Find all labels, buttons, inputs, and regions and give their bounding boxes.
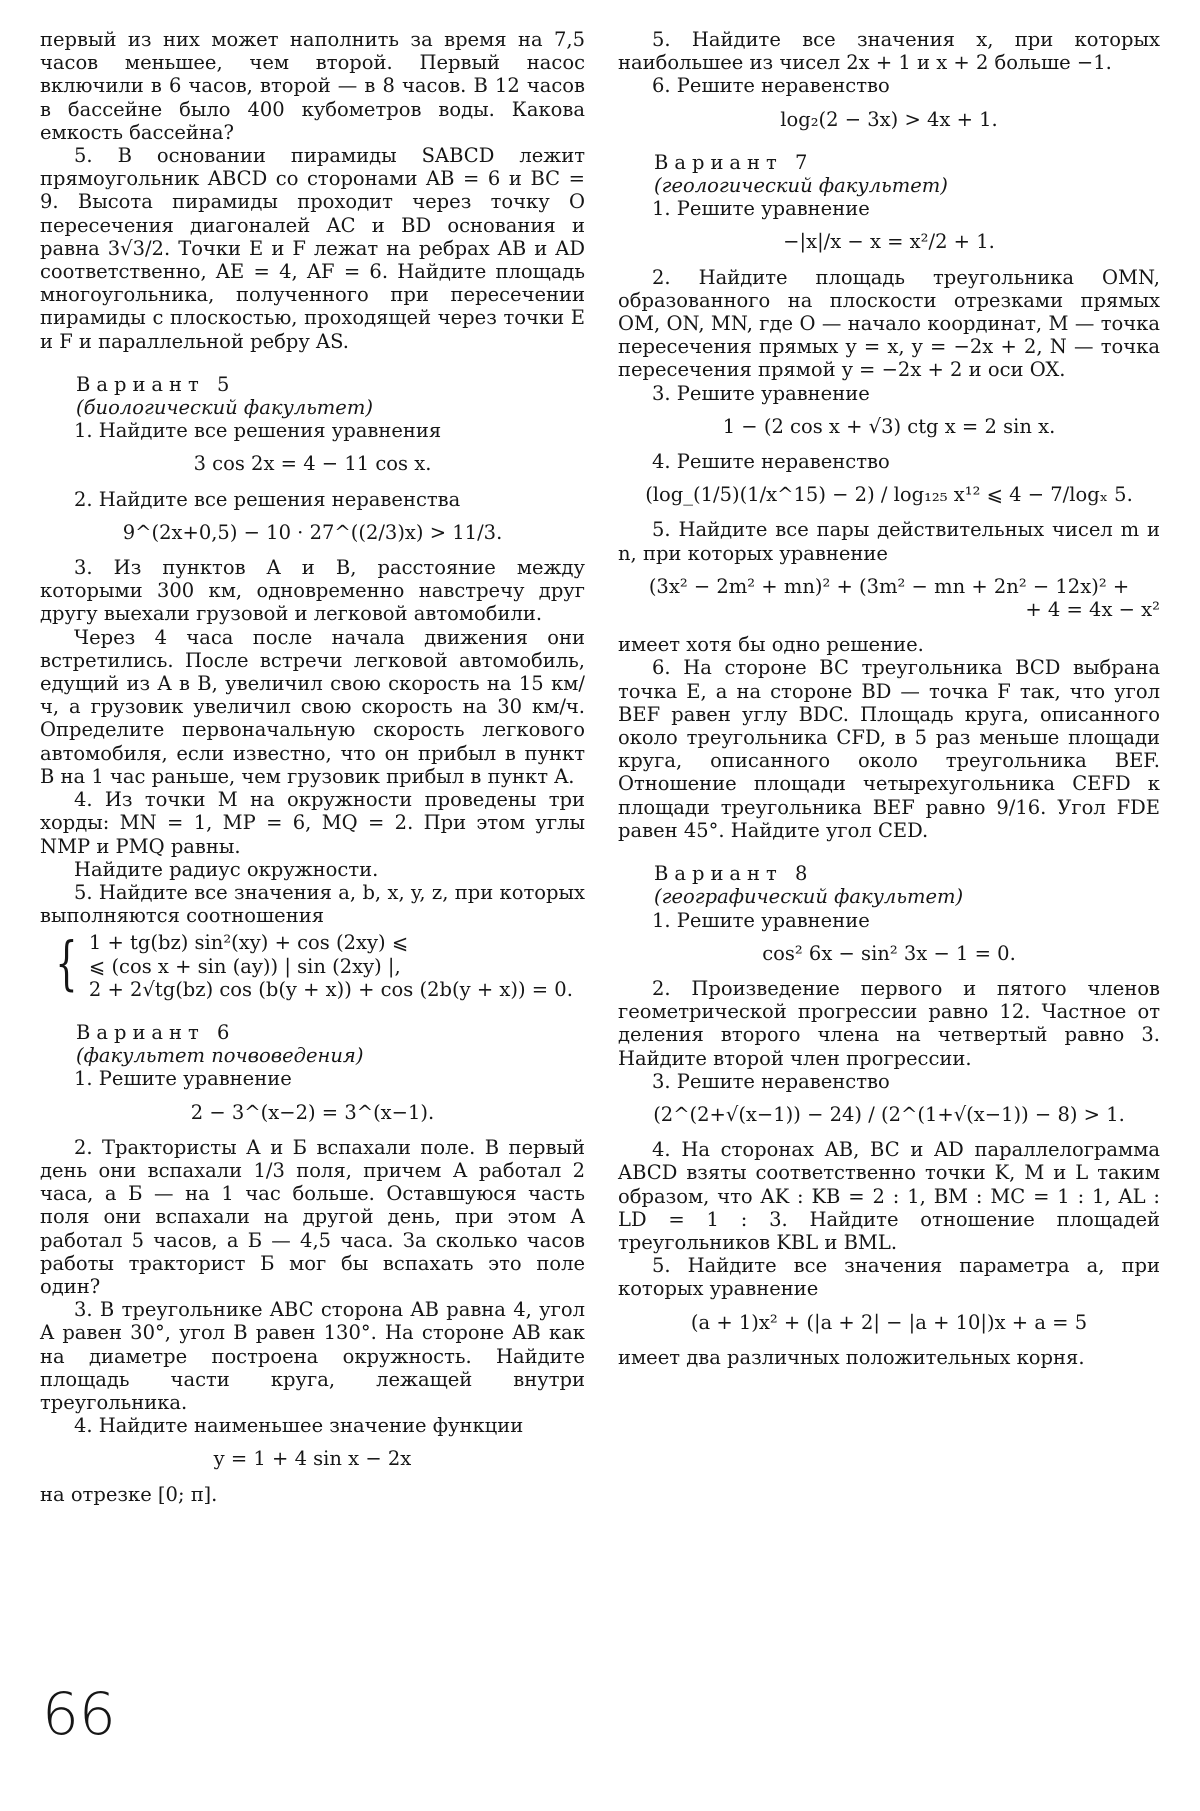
- v8-problem-3: 3. Решите неравенство: [652, 1069, 890, 1093]
- v5-problem-3-cont: Через 4 часа после начала движения они встретились. После встречи легковой автомобиль, едущий из A в B, увеличил свою скорость на 15 км/ч, а грузовик увеличил свою скорость на 30 км/ч. Определите первоначальную скорость легкового автомобиля, если известно, что он прибыл в пункт B на 1 час раньше, чем грузовик прибыл в пункт A.: [40, 625, 585, 788]
- system-lines: [89, 931, 585, 1001]
- v5-problem-3: 3. Из пунктов A и B, расстояние между которыми 300 км, одновременно навстречу друг другу выехали грузовой и легковой автомобили.: [40, 556, 585, 626]
- v6-problem-3: 3. В треугольнике ABC сторона AB равна 4, угол A равен 30°, угол B равен 130°. На стороне AB как на диаметре построена окружность. Найдите площадь части круга, лежащей внутри треугольника.: [40, 1298, 585, 1414]
- v5-problem-1: 1. Найдите все решения уравнения: [74, 419, 442, 443]
- brace: {: [55, 929, 78, 998]
- variant-8-faculty: (географический факультет): [654, 885, 964, 909]
- left-column: [40, 28, 585, 1506]
- v7-formula-5a: (3x² − 2m² + mn)² + (3m² − mn + 2n² − 12x)² +: [648, 574, 1130, 598]
- v5-problem-2: 2. Найдите все решения неравенства: [74, 487, 461, 511]
- v7-formula-4: (log_(1/5)(1/x^15) − 2) / log₁₂₅ x¹² ⩽ 4 − 7/logₓ 5.: [645, 483, 1133, 507]
- v7-problem-1: 1. Решите уравнение: [652, 197, 870, 221]
- system-line: ⩽ (cos x + sin (ay)) | sin (2xy) |,: [88, 954, 401, 978]
- v5-problem-4: 4. Из точки M на окружности проведены три хорды: MN = 1, MP = 6, MQ = 2. При этом углы NMP и PMQ равны.: [40, 788, 585, 858]
- v5-problem-4-cont: Найдите радиус окружности.: [74, 857, 379, 881]
- v6-problem-1: 1. Решите уравнение: [74, 1067, 292, 1091]
- v7-problem-2: 2. Найдите площадь треугольника OMN, образованного на плоскости отрезками прямых OM, ON, MN, где O — начало координат, M — точка пересечения прямых y = x, y = −2x + 2, N — точка пересечения прямой y = −2x + 2 и оси OX.: [618, 265, 1160, 382]
- equation-system: [48, 931, 585, 1001]
- v6-problem-2: 2. Трактористы А и Б вспахали поле. В первый день они вспахали 1/3 поля, причем А работал 2 часа, а Б — на 1 час больше. Оставшуюся часть поля они вспахали на другой день, при этом А работал 5 часов, а Б — 4,5 часа. За сколько часов работы тракторист Б мог бы вспахать это поле один?: [40, 1135, 585, 1298]
- right-column: [618, 28, 1160, 1369]
- variant-5-title: Вариант 5: [76, 372, 236, 396]
- v7-problem-4: 4. Решите неравенство: [652, 450, 890, 474]
- v6-problem-4-cont: на отрезке [0; π].: [40, 1482, 218, 1506]
- v7-problem-5-cont: имеет хотя бы одно решение.: [618, 633, 924, 657]
- variant-8-title: Вариант 8: [654, 862, 814, 886]
- v8-problem-4: 4. На сторонах AB, BC и AD параллелограмма ABCD взяты соответственно точки K, M и L таким образом, что AK : KB = 2 : 1, BM : MC = 1 : 1, AL : LD = 1 : 3. Найдите отношение площадей треугольников KBL и BML.: [618, 1138, 1160, 1254]
- v6-problem-4: 4. Найдите наименьшее значение функции: [74, 1414, 524, 1438]
- v8-problem-5: 5. Найдите все значения параметра a, при которых уравнение: [618, 1254, 1160, 1301]
- v7-problem-6: 6. На стороне BC треугольника BCD выбрана точка E, а на стороне BD — точка F так, что угол BEF равен углу BDC. Площадь круга, описанного около треугольника CFD, в 5 раз меньше площади круга, описанного около треугольника BEF. Отношение площади четырехугольника CEFD к площади треугольника BEF равно 9/16. Угол FDE равен 45°. Найдите угол CED.: [618, 656, 1160, 842]
- problem-5-pyramid: 5. В основании пирамиды SABCD лежит прямоугольник ABCD со сторонами AB = 6 и BC = 9. Высота пирамиды проходит через точку O пересечения диагоналей AC и BD основания и равна 3√3/2. Точки E и F лежат на ребрах AB и AD соответственно, AE = 4, AF = 6. Найдите площадь многоугольника, полученного при пересечении пирамиды с плоскостью, проходящей через точки E и F и параллельной ребру AS.: [40, 144, 585, 353]
- paragraph: первый из них может наполнить за время на 7,5 часов меньшее, чем второй. Первый насос включили в 6 часов, второй — в 8 часов. В 12 часов в бассейне было 400 кубометров воды. Какова емкость бассейна?: [40, 28, 585, 144]
- v8-problem-5-cont: имеет два различных положительных корня.: [618, 1345, 1085, 1369]
- variant-7-title: Вариант 7: [654, 150, 814, 174]
- v7-problem-3: 3. Решите уравнение: [652, 381, 870, 405]
- v6-formula-4: y = 1 + 4 sin x − 2x: [213, 1447, 412, 1471]
- v5-formula-1: 3 cos 2x = 4 − 11 cos x.: [193, 452, 432, 476]
- variant-7-faculty: (геологический факультет): [654, 174, 948, 198]
- system-line: 2 + 2√tg(bz) cos (b(y + x)) + cos (2b(y + x)) = 0.: [88, 977, 573, 1001]
- variant-6-faculty: (факультет почвоведения): [76, 1044, 364, 1068]
- v7-formula-3: 1 − (2 cos x + √3) ctg x = 2 sin x.: [722, 414, 1056, 438]
- problem-5: 5. Найдите все значения x, при которых наибольшее из чисел 2x + 1 и x + 2 больше −1.: [618, 28, 1160, 75]
- variant-6-title: Вариант 6: [76, 1020, 236, 1044]
- problem-6-formula: log₂(2 − 3x) > 4x + 1.: [780, 107, 998, 131]
- v8-problem-1: 1. Решите уравнение: [652, 908, 870, 932]
- v7-formula-5b: + 4 = 4x − x²: [1025, 598, 1160, 622]
- v7-formula-1: −|x|/x − x = x²/2 + 1.: [783, 230, 995, 254]
- v8-formula-1: cos² 6x − sin² 3x − 1 = 0.: [762, 941, 1016, 965]
- v8-formula-3: (2^(2+√(x−1)) − 24) / (2^(1+√(x−1)) − 8) > 1.: [653, 1102, 1125, 1126]
- problem-6: 6. Решите неравенство: [652, 74, 890, 98]
- v6-formula-1: 2 − 3^(x−2) = 3^(x−1).: [190, 1100, 435, 1124]
- v8-problem-2: 2. Произведение первого и пятого членов геометрической прогрессии равно 12. Частное от деления второго члена на четвертый равно 3. Найдите второй член прогрессии.: [618, 976, 1160, 1070]
- variant-5-faculty: (биологический факультет): [76, 396, 373, 420]
- v8-formula-5: (a + 1)x² + (|a + 2| − |a + 10|)x + a = 5: [690, 1310, 1088, 1334]
- v7-problem-5: 5. Найдите все пары действительных чисел m и n, при которых уравнение: [618, 518, 1160, 565]
- v5-formula-2: 9^(2x+0,5) − 10 · 27^((2/3)x) > 11/3.: [122, 520, 503, 544]
- system-line: 1 + tg(bz) sin²(xy) + cos (2xy) ⩽: [88, 931, 409, 955]
- page-number: 66: [42, 1680, 116, 1748]
- v5-problem-5: 5. Найдите все значения a, b, x, y, z, при которых выполняются соотношения: [40, 880, 585, 928]
